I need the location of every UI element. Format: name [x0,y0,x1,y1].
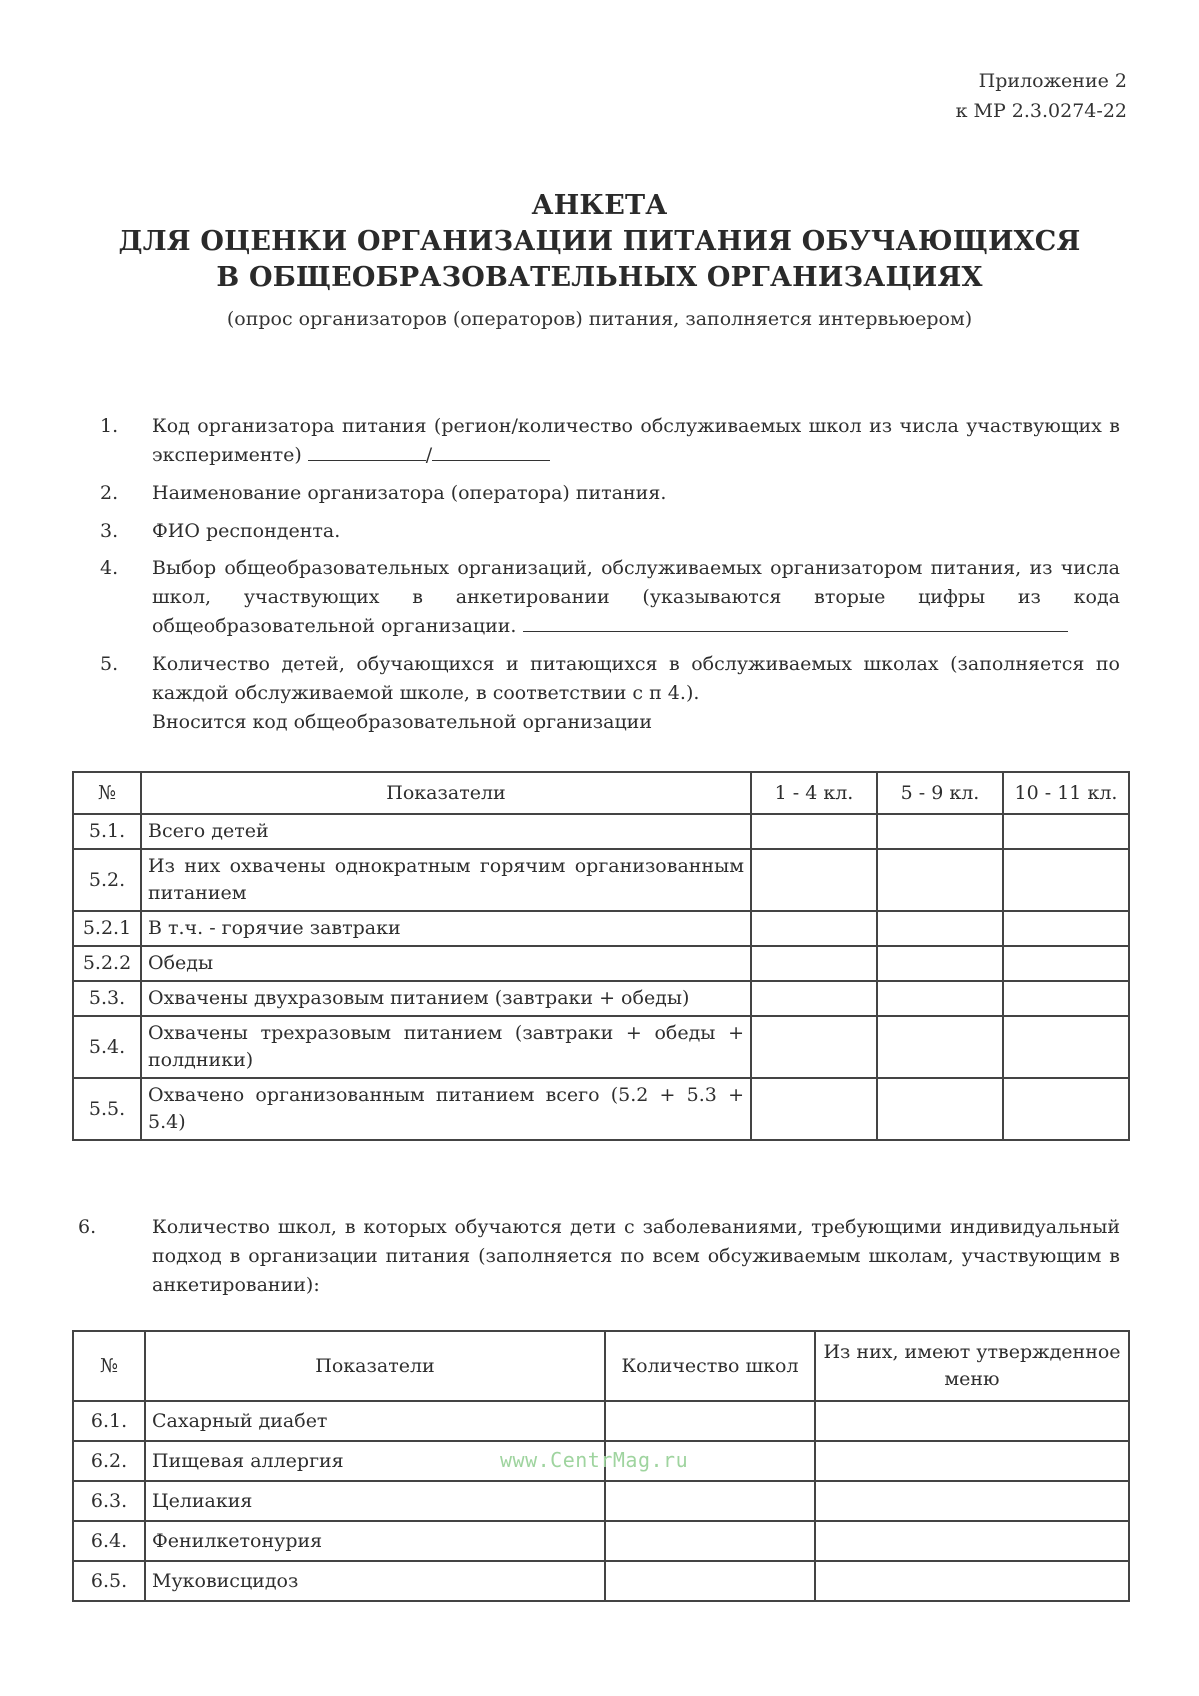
row-label: Обеды [141,946,751,981]
table-row [73,981,1129,1016]
row-number: 6.5. [73,1561,145,1601]
column-header-grades-1-4: 1 - 4 кл. [751,772,877,814]
question-1 [100,412,1120,470]
question-text: Количество детей, обучающихся и питающихся в обслуживаемых школах (заполняется по каждой обслуживаемой школе, в соответствии с п 4.). [152,653,1120,704]
column-header-grades-5-9: 5 - 9 кл. [877,772,1003,814]
answer-line-count[interactable] [432,441,550,461]
question-5 [100,650,1120,737]
table-row [73,1521,1129,1561]
question-number: 2. [100,482,119,504]
cell-school-count[interactable] [605,1521,815,1561]
column-header-number: № [73,772,141,814]
cell-grades-1-4[interactable] [751,1016,877,1078]
row-label: В т.ч. - горячие завтраки [141,911,751,946]
table-row [73,1481,1129,1521]
table-row [73,911,1129,946]
table-row [73,1561,1129,1601]
cell-grades-1-4[interactable] [751,946,877,981]
table-row [73,1401,1129,1441]
cell-grades-10-11[interactable] [1003,946,1129,981]
column-header-number: № [73,1331,145,1401]
appendix-reference [956,66,1127,126]
question-text: Код организатора питания (регион/количество обслуживаемых школ из числа участвующих в эксперименте) [152,415,1120,466]
table-row [73,946,1129,981]
cell-grades-5-9[interactable] [877,1016,1003,1078]
cell-grades-10-11[interactable] [1003,911,1129,946]
column-header-indicators: Показатели [145,1331,605,1401]
cell-grades-1-4[interactable] [751,911,877,946]
row-label: Сахарный диабет [145,1401,605,1441]
row-number: 6.4. [73,1521,145,1561]
question-number: 6. [78,1216,97,1238]
watermark: www.CentrMag.ru [500,1448,689,1472]
cell-approved-menu[interactable] [815,1481,1129,1521]
cell-school-count[interactable] [605,1481,815,1521]
title-line-1: АНКЕТА [531,190,668,221]
document-title [0,188,1199,296]
row-label: Охвачены трехразовым питанием (завтраки + обеды + полдники) [141,1016,751,1078]
question-4 [100,554,1120,641]
document-subtitle: (опрос организаторов (операторов) питания, заполняется интервьюером) [226,308,973,330]
row-label: Охвачены двухразовым питанием (завтраки + обеды) [141,981,751,1016]
row-label: Фенилкетонурия [145,1521,605,1561]
row-number: 5.5. [73,1078,141,1140]
table-header-row [73,772,1129,814]
cell-grades-5-9[interactable] [877,814,1003,849]
cell-grades-5-9[interactable] [877,849,1003,911]
question-3 [100,517,1120,546]
row-label: Из них охвачены однократным горячим организованным питанием [141,849,751,911]
row-number: 5.2.2 [73,946,141,981]
question-number: 3. [100,520,119,542]
table-row [73,849,1129,911]
row-number: 5.1. [73,814,141,849]
row-label: Всего детей [141,814,751,849]
title-line-2: ДЛЯ ОЦЕНКИ ОРГАНИЗАЦИИ ПИТАНИЯ ОБУЧАЮЩИХСЯ [118,226,1081,257]
cell-approved-menu[interactable] [815,1401,1129,1441]
cell-grades-10-11[interactable] [1003,981,1129,1016]
table-children-count [72,771,1130,1141]
row-number: 5.2. [73,849,141,911]
cell-grades-10-11[interactable] [1003,814,1129,849]
cell-grades-5-9[interactable] [877,946,1003,981]
question-6 [78,1213,1120,1300]
row-label: Муковисцидоз [145,1561,605,1601]
cell-grades-1-4[interactable] [751,849,877,911]
question-number: 1. [100,415,119,437]
appendix-line-2: к МР 2.3.0274-22 [955,100,1127,122]
question-note: Вносится код общеобразовательной организации [152,711,653,733]
row-number: 5.2.1 [73,911,141,946]
cell-school-count[interactable] [605,1401,815,1441]
row-number: 5.3. [73,981,141,1016]
cell-approved-menu[interactable] [815,1521,1129,1561]
answer-line-region[interactable] [308,441,426,461]
question-number: 4. [100,557,119,579]
answer-separator: / [425,444,433,466]
cell-grades-5-9[interactable] [877,981,1003,1016]
question-text: ФИО респондента. [152,520,341,542]
cell-grades-1-4[interactable] [751,1078,877,1140]
row-number: 6.1. [73,1401,145,1441]
answer-line-school-codes[interactable] [523,612,1068,632]
question-text: Наименование организатора (оператора) питания. [152,482,667,504]
cell-grades-1-4[interactable] [751,814,877,849]
question-text: Количество школ, в которых обучаются дети с заболеваниями, требующими индивидуальный подход в организации питания (заполняется по всем обсуживаемым школам, участвующим в анкетировании): [152,1216,1120,1296]
question-2 [100,479,1120,508]
appendix-line-1: Приложение 2 [978,70,1127,92]
cell-grades-1-4[interactable] [751,981,877,1016]
cell-grades-10-11[interactable] [1003,1078,1129,1140]
cell-approved-menu[interactable] [815,1561,1129,1601]
row-number: 5.4. [73,1016,141,1078]
row-label: Пищевая аллергия [145,1441,605,1481]
row-number: 6.3. [73,1481,145,1521]
row-label: Охвачено организованным питанием всего (5.2 + 5.3 + 5.4) [141,1078,751,1140]
table-row [73,1078,1129,1140]
cell-grades-5-9[interactable] [877,911,1003,946]
cell-grades-10-11[interactable] [1003,1016,1129,1078]
row-label: Целиакия [145,1481,605,1521]
question-number: 5. [100,653,119,675]
table-row [73,814,1129,849]
title-line-3: В ОБЩЕОБРАЗОВАТЕЛЬНЫХ ОРГАНИЗАЦИЯХ [216,262,983,293]
cell-school-count[interactable] [605,1561,815,1601]
question-text: Выбор общеобразовательных организаций, обслуживаемых организатором питания, из числа школ, участвующих в анкетировании (указываются вторые цифры из кода общеобразовательной организации. [152,557,1120,637]
cell-approved-menu[interactable] [815,1441,1129,1481]
row-number: 6.2. [73,1441,145,1481]
cell-grades-10-11[interactable] [1003,849,1129,911]
column-header-grades-10-11: 10 - 11 кл. [1003,772,1129,814]
column-header-approved-menu: Из них, имеют утвержденное меню [815,1331,1129,1401]
table-row [73,1016,1129,1078]
cell-grades-5-9[interactable] [877,1078,1003,1140]
table-header-row [73,1331,1129,1401]
column-header-school-count: Количество школ [605,1331,815,1401]
column-header-indicators: Показатели [141,772,751,814]
